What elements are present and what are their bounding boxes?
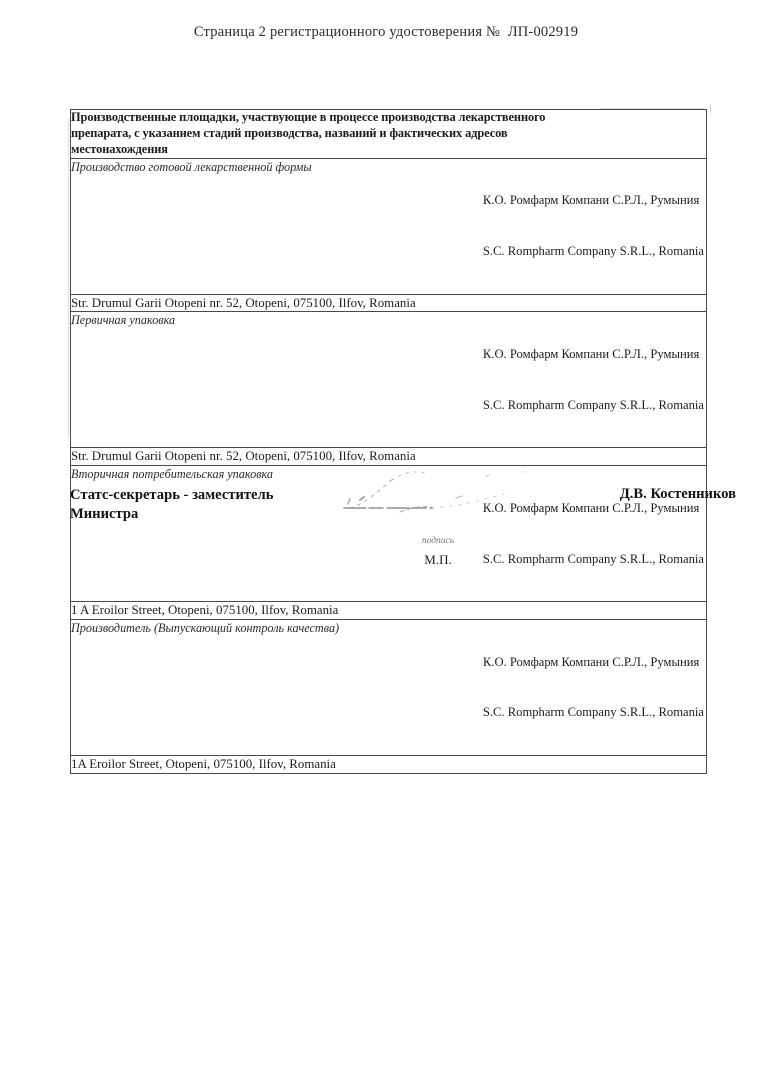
page-header-registration-number: Страница 2 регистрационного удостоверения № ЛП-002919 bbox=[193, 24, 579, 40]
company-name-ru-1: К.О. Ромфарм Компани С.Р.Л., Румыния bbox=[482, 193, 700, 208]
company-block-1 bbox=[483, 159, 706, 294]
signature-block bbox=[0, 486, 772, 606]
company-name-ru-2: К.О. Ромфарм Компани С.Р.Л., Румыния bbox=[482, 347, 700, 362]
company-name-en-2: S.C. Rompharm Company S.R.L., Romania bbox=[482, 397, 704, 412]
address-cell-3: 1 A Eroilor Street, Otopeni, 075100, Ilfov, Romania bbox=[71, 602, 707, 620]
address-cell-1: Str. Drumul Garii Otopeni nr. 52, Otopeni, 075100, Ilfov, Romania bbox=[71, 294, 707, 312]
table-header-line-3: местонахождения bbox=[71, 141, 168, 156]
signatory-title bbox=[70, 486, 370, 525]
stage-label-4: Производитель (Выпускающий контроль качества) bbox=[71, 620, 340, 635]
stage-cell-4 bbox=[71, 619, 707, 755]
table-row bbox=[71, 755, 707, 773]
company-name-ru-4: К.О. Ромфарм Компани С.Р.Л., Румыния bbox=[482, 654, 700, 669]
table-header-line-1: Производственные площадки, участвующие в процессе производства лекарственного bbox=[71, 110, 546, 124]
manufacturing-sites-table bbox=[70, 109, 707, 774]
signature-caption: подпись bbox=[421, 536, 455, 546]
company-block-4 bbox=[483, 620, 706, 755]
stage-cell-1 bbox=[71, 158, 707, 294]
table-row bbox=[71, 619, 707, 755]
stamp-place-label: М.П. bbox=[424, 552, 452, 567]
company-name-en-3: S.C. Rompharm Company S.R.L., Romania bbox=[482, 551, 704, 566]
stage-label-1: Производство готовой лекарственной формы bbox=[71, 159, 312, 174]
company-block-2 bbox=[483, 312, 706, 447]
signatory-title-line-1: Статс-секретарь - заместитель bbox=[70, 487, 274, 503]
stage-cell-2 bbox=[71, 312, 707, 448]
table-header-row bbox=[71, 110, 707, 159]
signatory-name: Д.В. Костенников bbox=[619, 486, 736, 502]
table-row bbox=[71, 312, 707, 448]
stage-label-2: Первичная упаковка bbox=[71, 313, 176, 328]
table-header-cell bbox=[71, 110, 707, 159]
table-header-line-2: препарата, с указанием стадий производства, названий и фактических адресов bbox=[71, 125, 508, 140]
address-cell-2: Str. Drumul Garii Otopeni nr. 52, Otopeni, 075100, Ilfov, Romania bbox=[71, 448, 707, 466]
signatory-title-line-2: Министра bbox=[70, 506, 139, 523]
table-row bbox=[71, 158, 707, 294]
company-name-en-4: S.C. Rompharm Company S.R.L., Romania bbox=[482, 705, 704, 720]
company-name-en-1: S.C. Rompharm Company S.R.L., Romania bbox=[482, 244, 704, 258]
scan-artifact-left-margin bbox=[68, 118, 69, 438]
stage-label-3: Вторичная потребительская упаковка bbox=[71, 467, 273, 482]
table-row bbox=[71, 294, 707, 312]
address-cell-4: 1A Eroilor Street, Otopeni, 075100, Ilfov, Romania bbox=[71, 755, 707, 773]
company-name-ru-3: К.О. Ромфарм Компани С.Р.Л., Румыния bbox=[482, 500, 700, 515]
scan-artifact-right-tick bbox=[710, 104, 711, 113]
table-row bbox=[71, 448, 707, 466]
